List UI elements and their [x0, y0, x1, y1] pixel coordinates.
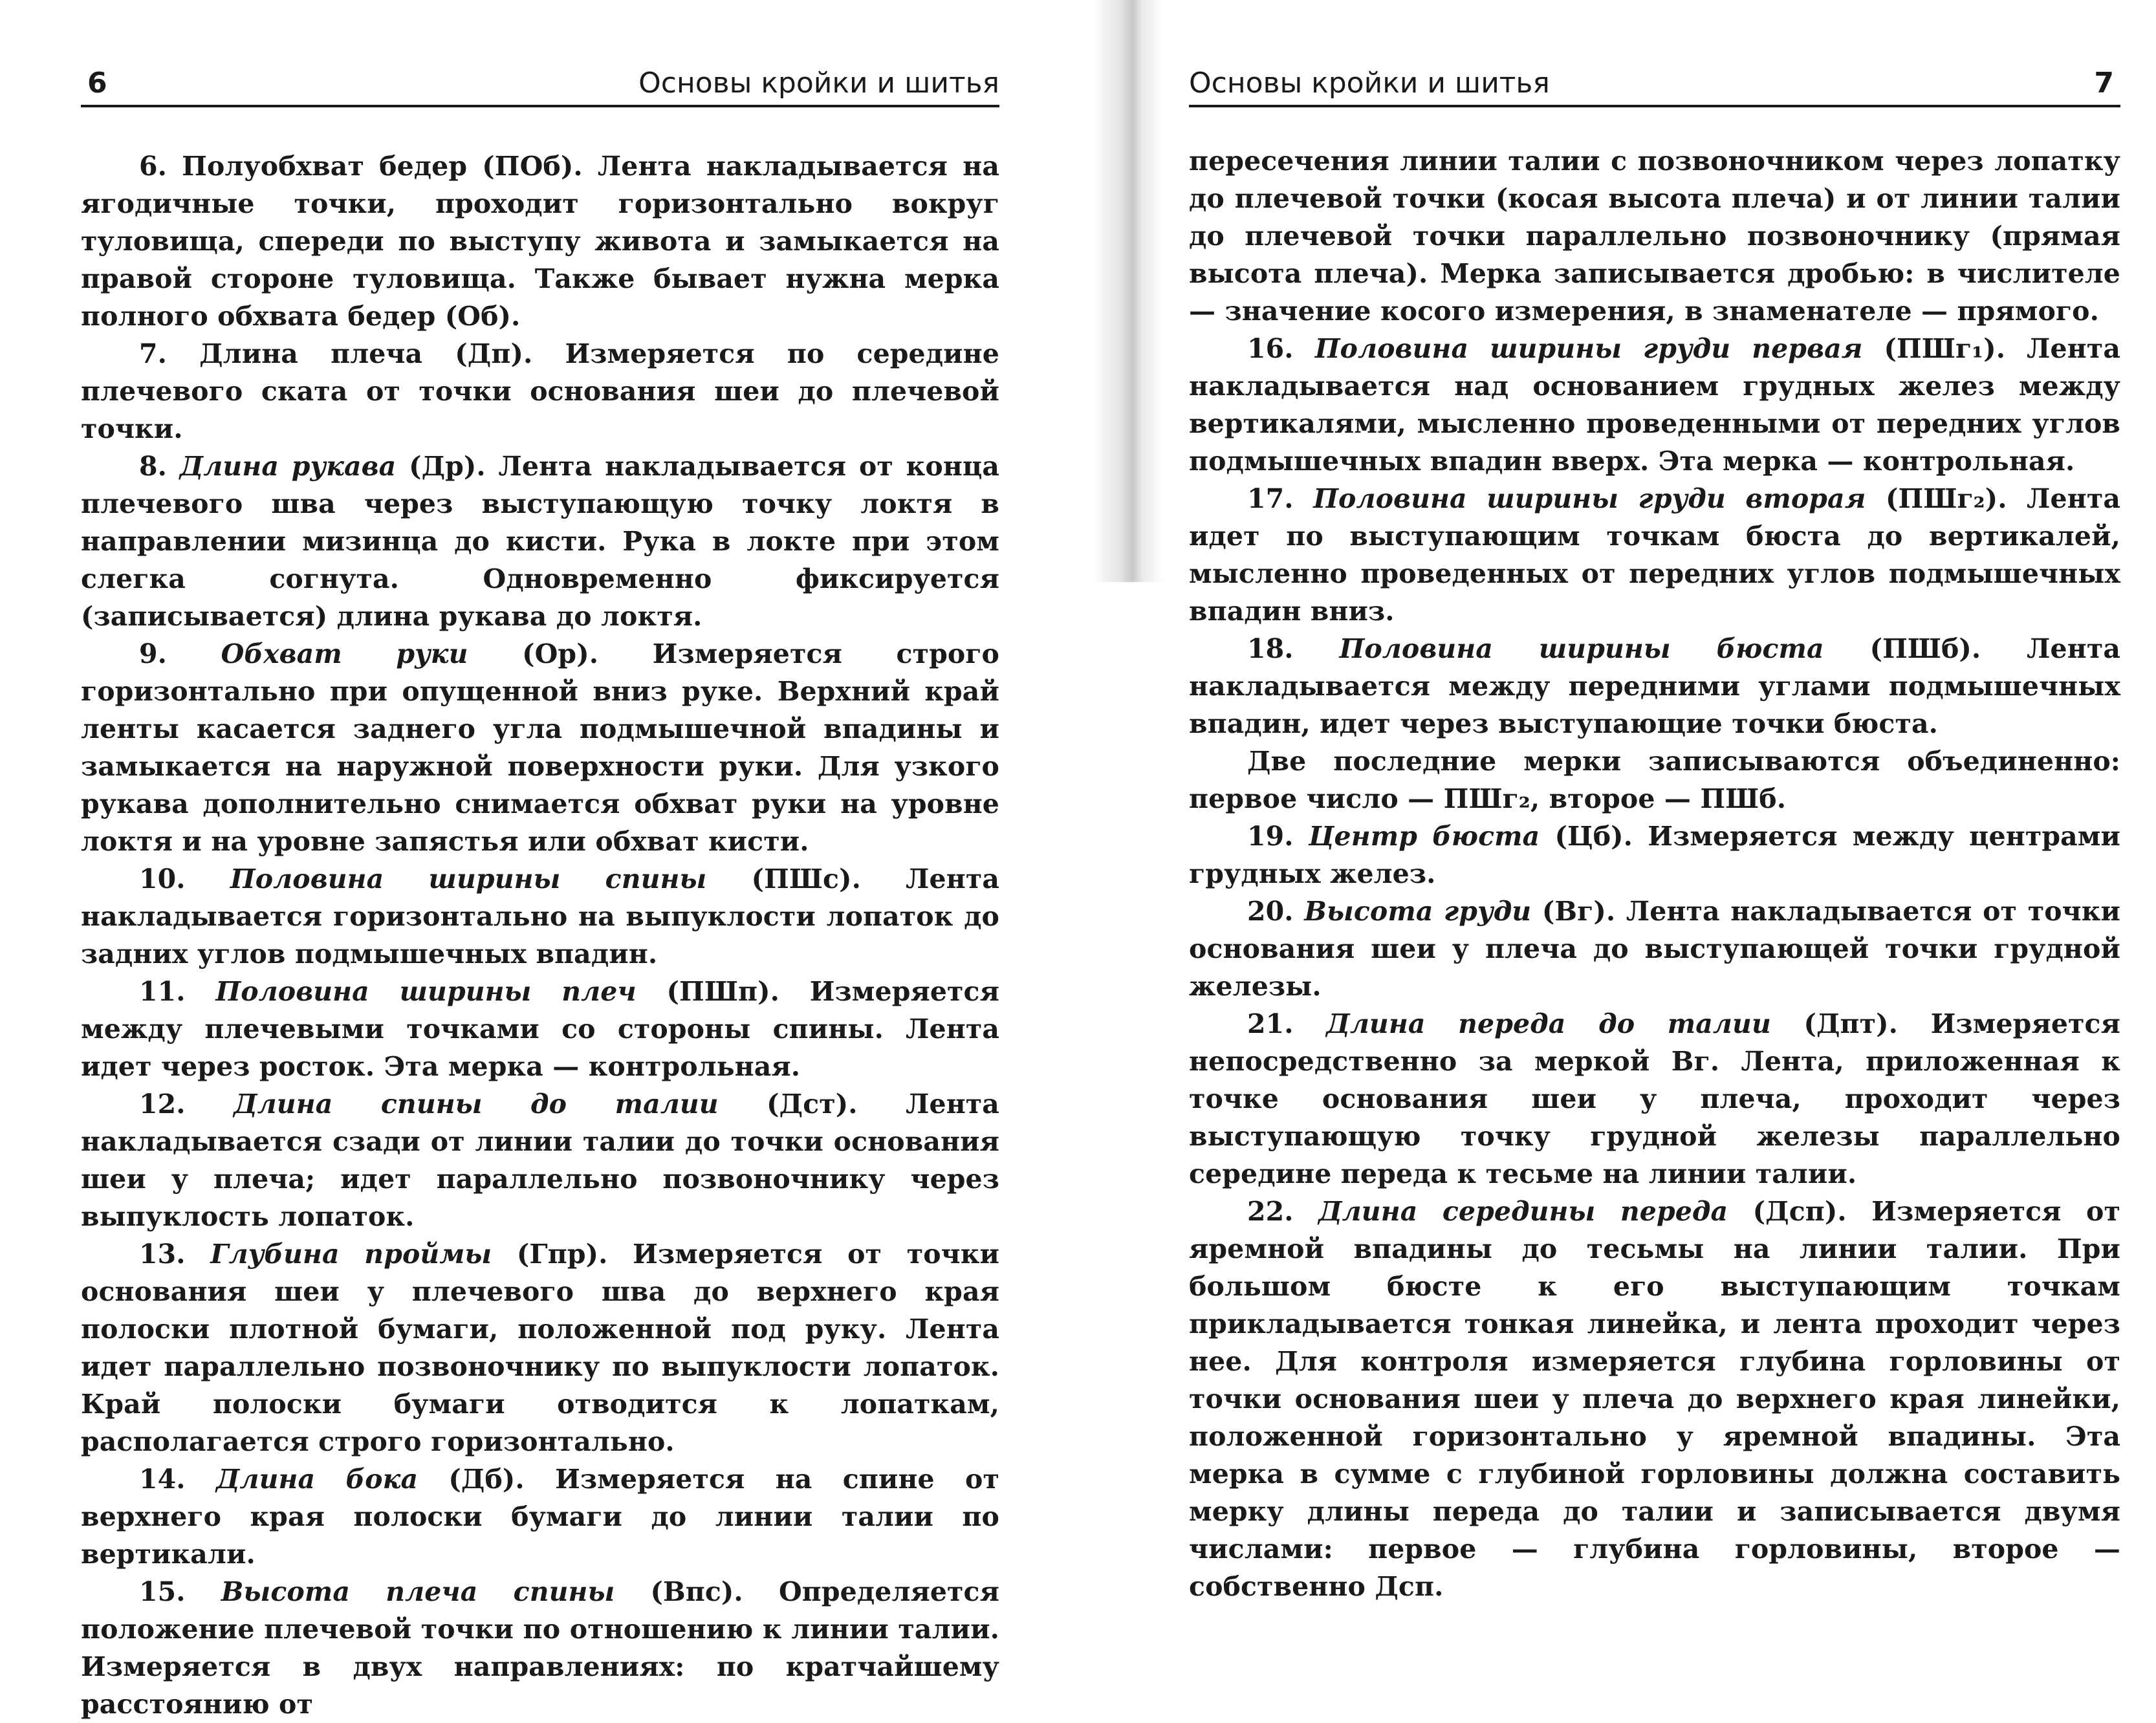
- paragraph-18: 18. Половина ширины бюста (ПШб). Лента накладывается между передними углами подмышечных впадин, идет через выступающие точки бюста.: [1189, 633, 2121, 739]
- right-page: [1189, 0, 2120, 1674]
- paragraph-19: 19. Центр бюста (Цб). Измеряется между центрами грудных желез.: [1189, 821, 2120, 889]
- paragraph-21: 21. Длина переда до талии (Дпт). Измеряется непосредственно за меркой Вг. Лента, приложенная к точке основания шеи у плеча, проходит через выступающую точку грудной железы параллельно середине переда к тесьме на линии талии.: [1189, 1008, 2120, 1189]
- book-gutter-shadow: [1093, 0, 1164, 582]
- right-running-title: Основы кройки и шитья: [1189, 67, 1550, 100]
- right-running-head: [1189, 62, 2120, 107]
- paragraph-11: 11. Половина ширины плеч (ПШп). Измеряется между плечевыми точками со стороны спины. Лента идет через росток. Эта мерка — контрольная.: [81, 976, 999, 1082]
- paragraph-14: 14. Длина бока (Дб). Измеряется на спине от верхнего края полоски бумаги до линии талии по вертикали.: [81, 1464, 999, 1570]
- left-running-title: Основы кройки и шитья: [638, 67, 999, 100]
- paragraph-9: 9. Обхват руки (Ор). Измеряется строго горизонтально при опущенной вниз руке. Верхний край ленты касается заднего угла подмышечной впадины и замыкается на наружной поверхности руки. Для узкого рукава дополнительно снимается обхват руки на уровне локтя и на уровне запястья или обхват кисти.: [81, 638, 999, 857]
- paragraph-note: Две последние мерки записываются объединенно: первое число — ПШг₂, второе — ПШб.: [1189, 746, 2120, 814]
- paragraph-7: 7. Длина плеча (Дп). Измеряется по середине плечевого ската от точки основания шеи до плечевой точки.: [81, 338, 999, 444]
- left-page-body: [81, 147, 999, 1723]
- paragraph-12: 12. Длина спины до талии (Дст). Лента накладывается сзади от линии талии до точки основания шеи у плеча; идет параллельно позвоночнику через выпуклость лопаток.: [81, 1089, 999, 1232]
- left-running-head: [81, 62, 999, 107]
- paragraph-10: 10. Половина ширины спины (ПШс). Лента накладывается горизонтально на выпуклости лопаток до задних углов подмышечных впадин.: [81, 863, 999, 970]
- right-page-body: [1189, 142, 2120, 1605]
- paragraph-16: 16. Половина ширины груди первая (ПШг₁). Лента накладывается над основанием грудных желез между вертикалями, мысленно проведенными от передних углов подмышечных впадин вверх. Эта мерка — контрольная.: [1189, 333, 2120, 477]
- left-page: [81, 0, 999, 1720]
- left-page-number: 6: [87, 67, 107, 100]
- paragraph-6: 6. Полуобхват бедер (ПОб). Лента накладывается на ягодичные точки, проходит горизонтально вокруг туловища, спереди по выступу живота и замыкается на правой стороне туловища. Также бывает нужна мерка полного обхвата бедер (Об).: [81, 151, 999, 332]
- paragraph-22: 22. Длина середины переда (Дсп). Измеряется от яремной впадины до тесьмы на линии талии. При большом бюсте к его выступающим точкам прикладывается тонкая линейка, и лента проходит через нее. Для контроля измеряется глубина горловины от точки основания шеи у плеча до верхнего края линейки, положенной горизонтально у яремной впадины. Эта мерка в сумме с глубиной горловины должна составить мерку длины переда до талии и записывается двумя числами: первое — глубина горловины, второе — собственно Дсп.: [1189, 1196, 2120, 1602]
- paragraph-17: 17. Половина ширины груди вторая (ПШг₂). Лента идет по выступающим точкам бюста до вертикалей, мысленно проведенных от передних углов подмышечных впадин вниз.: [1189, 483, 2120, 627]
- paragraph-13: 13. Глубина проймы (Гпр). Измеряется от точки основания шеи у плечевого шва до верхнего края полоски плотной бумаги, положенной под руку. Лента идет параллельно позвоночнику по выпуклости лопаток. Край полоски бумаги отводится к лопаткам, располагается строго горизонтально.: [81, 1239, 999, 1457]
- paragraph-8: 8. Длина рукава (Др). Лента накладывается от конца плечевого шва через выступающую точку локтя в направлении мизинца до кисти. Рука в локте при этом слегка согнута. Одновременно фиксируется (записывается) длина рукава до локтя.: [81, 451, 999, 632]
- paragraph-15-continuation: пересечения линии талии с позвоночником через лопатку до плечевой точки (косая высота плеча) и от линии талии до плечевой точки параллельно позвоночнику (прямая высота плеча). Мерка записывается дробью: в числителе — значение косого измерения, в знаменателе — прямого.: [1189, 146, 2120, 327]
- right-page-number: 7: [2094, 67, 2114, 100]
- paragraph-20: 20. Высота груди (Вг). Лента накладывается от точки основания шеи у плеча до выступающей точки грудной железы.: [1189, 896, 2120, 1002]
- paragraph-15: 15. Высота плеча спины (Впс). Определяется положение плечевой точки по отношению к линии талии. Измеряется в двух направлениях: по кратчайшему расстоянию от: [81, 1576, 999, 1720]
